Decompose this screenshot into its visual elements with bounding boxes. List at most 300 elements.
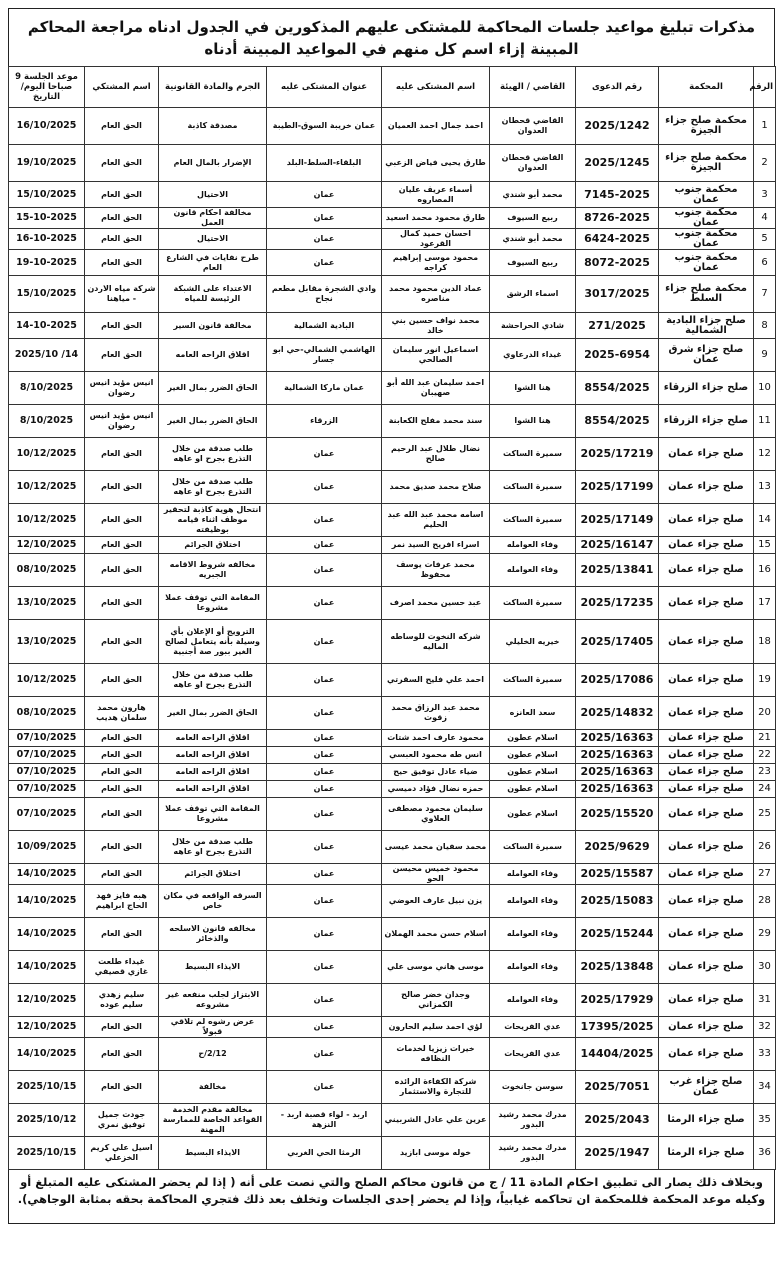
- cell-complainant: الحق العام: [85, 798, 159, 831]
- cell-date: 08/10/2025: [9, 697, 85, 730]
- cell-court: صلح جزاء عمان: [659, 798, 754, 831]
- cell-address: عمان: [267, 504, 382, 537]
- cell-crime: الاعتداء على الشبكة الرئيسة للمياه: [159, 276, 267, 313]
- cell-name: احسان حميد كمال القرعود: [382, 229, 490, 250]
- cell-complainant: الحق العام: [85, 108, 159, 145]
- cell-num: 4: [754, 208, 776, 229]
- cell-crime: مخالفة مقدم الخدمة القواعد الخاصة للممارسة المهنة: [159, 1104, 267, 1137]
- cell-address: عمان: [267, 471, 382, 504]
- cell-case: 6424-2025: [576, 229, 659, 250]
- cell-num: 17: [754, 587, 776, 620]
- cell-judge: سميرة الساكت: [490, 664, 576, 697]
- cell-num: 14: [754, 504, 776, 537]
- cell-name: عبد حسين محمد اصرف: [382, 587, 490, 620]
- table-row: [9, 405, 776, 438]
- cell-complainant: الحق العام: [85, 620, 159, 664]
- cell-num: 28: [754, 885, 776, 918]
- cell-case: 2025/15244: [576, 918, 659, 951]
- table-row: [9, 885, 776, 918]
- cell-court: صلح جزاء عمان: [659, 885, 754, 918]
- cell-date: 07/10/2025: [9, 747, 85, 764]
- cell-date: 8/10/2025: [9, 372, 85, 405]
- cell-crime: مصدقة كاذبة: [159, 108, 267, 145]
- cell-crime: طلب صدقة من خلال التذرع بجرح او عاهه: [159, 664, 267, 697]
- cell-complainant: الحق العام: [85, 730, 159, 747]
- cell-court: صلح جزاء عمان: [659, 587, 754, 620]
- cell-address: عمان ماركا الشمالية: [267, 372, 382, 405]
- cell-date: 07/10/2025: [9, 781, 85, 798]
- cell-date: 2025/10/12: [9, 1104, 85, 1137]
- cell-complainant: الحق العام: [85, 664, 159, 697]
- cell-case: 14404/2025: [576, 1038, 659, 1071]
- cell-court: صلح جزاء عمان: [659, 984, 754, 1017]
- cell-crime: الاحتيال: [159, 182, 267, 208]
- cell-num: 32: [754, 1017, 776, 1038]
- cell-court: محكمة صلح جزاء السلط: [659, 276, 754, 313]
- cell-name: خوله موسى ابازيد: [382, 1137, 490, 1170]
- cell-complainant: الحق العام: [85, 764, 159, 781]
- cell-complainant: هبه فايز فهد الحاج ابراهيم: [85, 885, 159, 918]
- cell-complainant: الحق العام: [85, 1038, 159, 1071]
- cell-case: 8072-2025: [576, 250, 659, 276]
- cell-complainant: الحق العام: [85, 781, 159, 798]
- cell-case: 8726-2025: [576, 208, 659, 229]
- cell-crime: اقلاق الراحه العامه: [159, 764, 267, 781]
- cell-judge: القاضي قحطان العدوان: [490, 145, 576, 182]
- cell-case: 2025/17219: [576, 438, 659, 471]
- cell-date: 12/10/2025: [9, 1017, 85, 1038]
- cell-judge: مدرك محمد رشيد البدور: [490, 1137, 576, 1170]
- table-row: [9, 276, 776, 313]
- title-box: [8, 8, 775, 66]
- cell-crime: الايذاء البسيط: [159, 1137, 267, 1170]
- cell-judge: القاضي قحطان العدوان: [490, 108, 576, 145]
- cell-case: 2025/16363: [576, 747, 659, 764]
- cell-complainant: الحق العام: [85, 554, 159, 587]
- header-complainant: اسم المشتكي: [85, 67, 159, 108]
- cell-date: 13/10/2025: [9, 587, 85, 620]
- cell-judge: اسلام عطون: [490, 730, 576, 747]
- table-row: [9, 1038, 776, 1071]
- cell-court: صلح جزاء عمان: [659, 504, 754, 537]
- cell-address: عمان: [267, 918, 382, 951]
- cell-date: 10/12/2025: [9, 664, 85, 697]
- cell-name: محمود موسى إبراهيم كراجه: [382, 250, 490, 276]
- cell-judge: وفاء العوامله: [490, 864, 576, 885]
- cell-court: صلح جزاء الزرقاء: [659, 372, 754, 405]
- cell-num: 20: [754, 697, 776, 730]
- cell-case: 2025-6954: [576, 339, 659, 372]
- table-row: [9, 664, 776, 697]
- table-row: [9, 554, 776, 587]
- cell-num: 34: [754, 1071, 776, 1104]
- cell-judge: هنا الشوا: [490, 405, 576, 438]
- cell-court: صلح جزاء عمان: [659, 831, 754, 864]
- cell-case: 2025/17929: [576, 984, 659, 1017]
- cell-judge: غيداء الدرعاوي: [490, 339, 576, 372]
- cell-name: اسماعيل انور سليمان الصالحي: [382, 339, 490, 372]
- cell-case: 2025/14832: [576, 697, 659, 730]
- cell-crime: الايذاء البسيط: [159, 951, 267, 984]
- cell-date: 14/10/2025: [9, 1038, 85, 1071]
- cell-num: 18: [754, 620, 776, 664]
- cell-judge: عدي الفريحات: [490, 1038, 576, 1071]
- cell-crime: اختلاق الجرائم: [159, 537, 267, 554]
- cell-court: محكمة صلح جزاء الجيزة: [659, 145, 754, 182]
- cell-name: احمد جمال احمد العميان: [382, 108, 490, 145]
- cell-num: 36: [754, 1137, 776, 1170]
- cell-judge: شادي الحراحشة: [490, 313, 576, 339]
- cell-case: 2025/17086: [576, 664, 659, 697]
- cell-num: 30: [754, 951, 776, 984]
- cell-address: الرمثا الحي الغربي: [267, 1137, 382, 1170]
- table-row: [9, 1137, 776, 1170]
- cell-case: 7145-2025: [576, 182, 659, 208]
- cell-crime: الإضرار بالمال العام: [159, 145, 267, 182]
- cell-complainant: الحق العام: [85, 864, 159, 885]
- cell-name: اسلام حسن محمد الهملان: [382, 918, 490, 951]
- table-row: [9, 831, 776, 864]
- cell-date: 12/10/2025: [9, 984, 85, 1017]
- cell-date: 15/10/2025: [9, 182, 85, 208]
- cell-case: 2025/1245: [576, 145, 659, 182]
- cell-name: محمود خميس محيسن الحو: [382, 864, 490, 885]
- table-row: [9, 250, 776, 276]
- cell-address: عمان: [267, 554, 382, 587]
- cell-num: 9: [754, 339, 776, 372]
- cell-complainant: انيس مؤيد انيس رضوان: [85, 405, 159, 438]
- cell-judge: محمد أبو شندي: [490, 182, 576, 208]
- cell-name: احمد سليمان عبد الله أبو صهيبان: [382, 372, 490, 405]
- cell-date: 10/12/2025: [9, 504, 85, 537]
- cell-date: 14-10-2025: [9, 313, 85, 339]
- cell-case: 17395/2025: [576, 1017, 659, 1038]
- cell-complainant: الحق العام: [85, 313, 159, 339]
- cell-name: سند محمد مفلح الكعابنة: [382, 405, 490, 438]
- cell-court: صلح جزاء عمان: [659, 471, 754, 504]
- cell-name: وجدان خضر صالح الكمزاني: [382, 984, 490, 1017]
- cell-address: عمان: [267, 1038, 382, 1071]
- cell-num: 22: [754, 747, 776, 764]
- cell-crime: عرض رشوه لم تلاقي قبولاً: [159, 1017, 267, 1038]
- page-title: مذكرات تبليغ مواعيد جلسات المحاكمة للمشتكى عليهم المذكورين في الجدول ادناه مراجعة المحاكم المبينة إزاء اسم كل منهم في المواعيد المبينة أدناه: [27, 17, 756, 58]
- cell-name: يزن نبيل عارف العوضي: [382, 885, 490, 918]
- cell-name: محمد عبد الرزاق محمد زقوت: [382, 697, 490, 730]
- cell-name: عرين علي عادل الشربيني: [382, 1104, 490, 1137]
- cell-complainant: الحق العام: [85, 208, 159, 229]
- cell-court: صلح جزاء عمان: [659, 747, 754, 764]
- cell-name: محمد نواف حسين بني خالد: [382, 313, 490, 339]
- cell-crime: مخالفه قانون الاسلحه والذخائر: [159, 918, 267, 951]
- cell-judge: سميرة الساكت: [490, 504, 576, 537]
- cell-date: 14/10/2025: [9, 951, 85, 984]
- cell-address: الزرقاء: [267, 405, 382, 438]
- cell-name: سليمان محمود مصطفى العلاوي: [382, 798, 490, 831]
- cell-date: 2025/10/15: [9, 1071, 85, 1104]
- table-row: [9, 471, 776, 504]
- cell-crime: اقلاق الراحه العامه: [159, 747, 267, 764]
- cell-judge: سميرة الساكت: [490, 438, 576, 471]
- cell-name: شركه النخوت للوساطه الماليه: [382, 620, 490, 664]
- cell-case: 3017/2025: [576, 276, 659, 313]
- cell-address: عمان: [267, 885, 382, 918]
- cell-date: 07/10/2025: [9, 730, 85, 747]
- cell-judge: وفاء العوامله: [490, 554, 576, 587]
- cell-name: موسى هاني موسى علي: [382, 951, 490, 984]
- table-row: [9, 537, 776, 554]
- cell-case: 2025/16363: [576, 730, 659, 747]
- cell-judge: اسلام عطون: [490, 764, 576, 781]
- cell-court: صلح جزاء شرق عمان: [659, 339, 754, 372]
- cell-num: 21: [754, 730, 776, 747]
- cell-judge: ربيع السيوف: [490, 250, 576, 276]
- cell-court: صلح جزاء الرمثا: [659, 1104, 754, 1137]
- cell-date: 10/09/2025: [9, 831, 85, 864]
- cell-address: عمان: [267, 229, 382, 250]
- cell-crime: الابتزاز لجلب منفعه غير مشروعه: [159, 984, 267, 1017]
- cell-case: 2025/1947: [576, 1137, 659, 1170]
- cell-num: 11: [754, 405, 776, 438]
- cell-num: 33: [754, 1038, 776, 1071]
- cell-num: 24: [754, 781, 776, 798]
- cell-num: 5: [754, 229, 776, 250]
- cell-judge: وفاء العوامله: [490, 984, 576, 1017]
- cell-date: 2025/10/15: [9, 1137, 85, 1170]
- cell-name: طارق محمود محمد اسعيد: [382, 208, 490, 229]
- cell-complainant: الحق العام: [85, 537, 159, 554]
- cell-court: صلح جزاء عمان: [659, 864, 754, 885]
- table-row: [9, 229, 776, 250]
- cell-court: صلح جزاء عمان: [659, 697, 754, 730]
- table-row: [9, 864, 776, 885]
- header-address: عنوان المشتكى عليه: [267, 67, 382, 108]
- cell-date: 19-10-2025: [9, 250, 85, 276]
- cell-name: محمد عرفات يوسف محفوظ: [382, 554, 490, 587]
- cell-complainant: الحق العام: [85, 504, 159, 537]
- cell-complainant: الحق العام: [85, 747, 159, 764]
- cell-date: 08/10/2025: [9, 554, 85, 587]
- cell-case: 2025/15083: [576, 885, 659, 918]
- cell-complainant: الحق العام: [85, 587, 159, 620]
- cell-complainant: غيداء طلعت غازي قصيفي: [85, 951, 159, 984]
- table-row: [9, 747, 776, 764]
- header-judge: القاضي / الهيئة: [490, 67, 576, 108]
- cell-case: 2025/17149: [576, 504, 659, 537]
- cell-address: البلقاء-السلط-البلد: [267, 145, 382, 182]
- cell-court: صلح جزاء عمان: [659, 730, 754, 747]
- cell-judge: محمد أبو شندي: [490, 229, 576, 250]
- cell-court: صلح جزاء البادية الشمالية: [659, 313, 754, 339]
- cell-address: عمان: [267, 438, 382, 471]
- cell-date: 19/10/2025: [9, 145, 85, 182]
- cell-num: 13: [754, 471, 776, 504]
- cell-address: وادي الشجرة مقابل مطعم نجاح: [267, 276, 382, 313]
- cell-num: 7: [754, 276, 776, 313]
- cell-crime: طلب صدقة من خلال التذرع بجرح او عاهه: [159, 438, 267, 471]
- cell-case: 2025/17199: [576, 471, 659, 504]
- notice-page: [8, 8, 775, 1272]
- cell-case: 2025/13848: [576, 951, 659, 984]
- cell-address: عمان: [267, 730, 382, 747]
- cell-case: 8554/2025: [576, 372, 659, 405]
- cell-name: عماد الدين محمود محمد مناصره: [382, 276, 490, 313]
- table-row: [9, 587, 776, 620]
- cell-address: عمان: [267, 781, 382, 798]
- cell-crime: طرح نفايات في الشارع العام: [159, 250, 267, 276]
- cell-complainant: انيس مؤيد انيس رضوان: [85, 372, 159, 405]
- cell-judge: وفاء العوامله: [490, 537, 576, 554]
- cell-date: 13/10/2025: [9, 620, 85, 664]
- cell-name: اسامه محمد عبد الله عبد الحليم: [382, 504, 490, 537]
- cell-address: عمان: [267, 864, 382, 885]
- table-row: [9, 951, 776, 984]
- cell-complainant: الحق العام: [85, 182, 159, 208]
- cell-crime: مخالفه شروط الاقامه الجبريه: [159, 554, 267, 587]
- cell-date: 14/10/2025: [9, 918, 85, 951]
- cell-case: 2025/7051: [576, 1071, 659, 1104]
- cell-case: 2025/1242: [576, 108, 659, 145]
- cell-court: صلح جزاء الزرقاء: [659, 405, 754, 438]
- cell-crime: انتحال هوية كاذبة لتحقير موظف اثناء قيامه بوظيفته: [159, 504, 267, 537]
- header-court: المحكمة: [659, 67, 754, 108]
- cell-name: شركة الكفاءة الرائده للتجارة والاستثمار: [382, 1071, 490, 1104]
- cell-judge: سوسن جانخوت: [490, 1071, 576, 1104]
- cell-case: 2025/13841: [576, 554, 659, 587]
- cell-crime: الترويج أو الإعلان بأي وسيلة بأنه يتعامل لصالح الغير ببور صة أجنبية: [159, 620, 267, 664]
- cell-crime: الحاق الضرر بمال الغير: [159, 372, 267, 405]
- cell-num: 15: [754, 537, 776, 554]
- cell-court: محكمة جنوب عمان: [659, 208, 754, 229]
- cell-court: صلح جزاء عمان: [659, 1017, 754, 1038]
- cell-crime: السرقه الواقعه في مكان خاص: [159, 885, 267, 918]
- cell-complainant: الحق العام: [85, 339, 159, 372]
- cell-address: عمان: [267, 951, 382, 984]
- cell-court: محكمة صلح جزاء الجيزة: [659, 108, 754, 145]
- cell-court: محكمة جنوب عمان: [659, 182, 754, 208]
- cell-address: عمان: [267, 1071, 382, 1104]
- table-row: [9, 339, 776, 372]
- cell-name: انس طه محمود العبسي: [382, 747, 490, 764]
- cell-crime: مخالفة: [159, 1071, 267, 1104]
- cell-judge: خيريه الخليلي: [490, 620, 576, 664]
- cell-crime: طلب صدقة من خلال التذرع بجرح او عاهه: [159, 831, 267, 864]
- hearings-table: [8, 66, 776, 1170]
- cell-judge: اسلام عطون: [490, 781, 576, 798]
- cell-judge: ربيع السيوف: [490, 208, 576, 229]
- cell-address: عمان: [267, 1017, 382, 1038]
- table-row: [9, 1017, 776, 1038]
- cell-case: 2025/17405: [576, 620, 659, 664]
- cell-case: 2025/17235: [576, 587, 659, 620]
- cell-crime: اقلاق الراحه العامه: [159, 730, 267, 747]
- cell-court: صلح جزاء عمان: [659, 554, 754, 587]
- table-row: [9, 438, 776, 471]
- cell-judge: سميرة الساكت: [490, 831, 576, 864]
- cell-address: البادية الشمالية: [267, 313, 382, 339]
- cell-num: 3: [754, 182, 776, 208]
- cell-num: 6: [754, 250, 776, 276]
- table-row: [9, 697, 776, 730]
- cell-name: أسماء عريف عليان المصاروه: [382, 182, 490, 208]
- cell-crime: المقامة التي توقف عملا مشروعا: [159, 587, 267, 620]
- cell-case: 271/2025: [576, 313, 659, 339]
- cell-date: 14/10/2025: [9, 864, 85, 885]
- cell-court: محكمة جنوب عمان: [659, 250, 754, 276]
- cell-case: 2025/16363: [576, 781, 659, 798]
- cell-address: عمان: [267, 587, 382, 620]
- cell-complainant: شركة مياه الاردن - مياهنا: [85, 276, 159, 313]
- cell-judge: اسلام عطون: [490, 798, 576, 831]
- cell-complainant: الحق العام: [85, 145, 159, 182]
- cell-crime: الحاق الضرر بمال الغير: [159, 405, 267, 438]
- cell-judge: هنا الشوا: [490, 372, 576, 405]
- cell-complainant: الحق العام: [85, 229, 159, 250]
- table-row: [9, 182, 776, 208]
- cell-name: نضال طلال عبد الرحيم صالح: [382, 438, 490, 471]
- cell-crime: مخالفة قانون السير: [159, 313, 267, 339]
- cell-address: عمان: [267, 537, 382, 554]
- cell-court: صلح جزاء عمان: [659, 781, 754, 798]
- cell-complainant: الحق العام: [85, 1071, 159, 1104]
- cell-date: 15-10-2025: [9, 208, 85, 229]
- cell-crime: اقلاق الراحه العامه: [159, 781, 267, 798]
- cell-judge: اسلام عطون: [490, 747, 576, 764]
- cell-case: 2025/16363: [576, 764, 659, 781]
- cell-court: صلح جزاء غرب عمان: [659, 1071, 754, 1104]
- cell-address: عمان: [267, 831, 382, 864]
- cell-court: صلح جزاء عمان: [659, 620, 754, 664]
- cell-address: عمان: [267, 664, 382, 697]
- cell-num: 35: [754, 1104, 776, 1137]
- cell-date: 15/10/2025: [9, 276, 85, 313]
- table-row: [9, 781, 776, 798]
- cell-court: صلح جزاء عمان: [659, 951, 754, 984]
- cell-num: 2: [754, 145, 776, 182]
- cell-date: 10/12/2025: [9, 438, 85, 471]
- cell-date: 12/10/2025: [9, 537, 85, 554]
- cell-case: 2025/16147: [576, 537, 659, 554]
- cell-crime: اختلاق الجرائم: [159, 864, 267, 885]
- cell-name: احمد علي فليح السقرتي: [382, 664, 490, 697]
- cell-date: 07/10/2025: [9, 764, 85, 781]
- cell-date: 8/10/2025: [9, 405, 85, 438]
- cell-name: محمد سفيان محمد عيسى: [382, 831, 490, 864]
- cell-complainant: الحق العام: [85, 1017, 159, 1038]
- cell-court: صلح جزاء عمان: [659, 664, 754, 697]
- cell-judge: وفاء العوامله: [490, 885, 576, 918]
- cell-complainant: اسيل علي كريم الخزعلي: [85, 1137, 159, 1170]
- header-name: اسم المشتكى عليه: [382, 67, 490, 108]
- cell-court: صلح جزاء عمان: [659, 764, 754, 781]
- cell-complainant: سليم زهدي سليم عوده: [85, 984, 159, 1017]
- cell-address: عمان: [267, 208, 382, 229]
- cell-name: طارق يحيى فياض الزعبي: [382, 145, 490, 182]
- cell-num: 26: [754, 831, 776, 864]
- cell-num: 8: [754, 313, 776, 339]
- cell-name: اسراء افريح السيد نمر: [382, 537, 490, 554]
- cell-num: 23: [754, 764, 776, 781]
- cell-num: 16: [754, 554, 776, 587]
- cell-complainant: جودت جميل توفيق نمري: [85, 1104, 159, 1137]
- cell-case: 2025/15587: [576, 864, 659, 885]
- cell-name: محمود عارف احمد شتات: [382, 730, 490, 747]
- cell-crime: اقلاق الراحه العامه: [159, 339, 267, 372]
- cell-case: 2025/15520: [576, 798, 659, 831]
- cell-address: الهاشمي الشمالي-حي ابو جسار: [267, 339, 382, 372]
- cell-num: 29: [754, 918, 776, 951]
- cell-case: 2025/9629: [576, 831, 659, 864]
- table-row: [9, 918, 776, 951]
